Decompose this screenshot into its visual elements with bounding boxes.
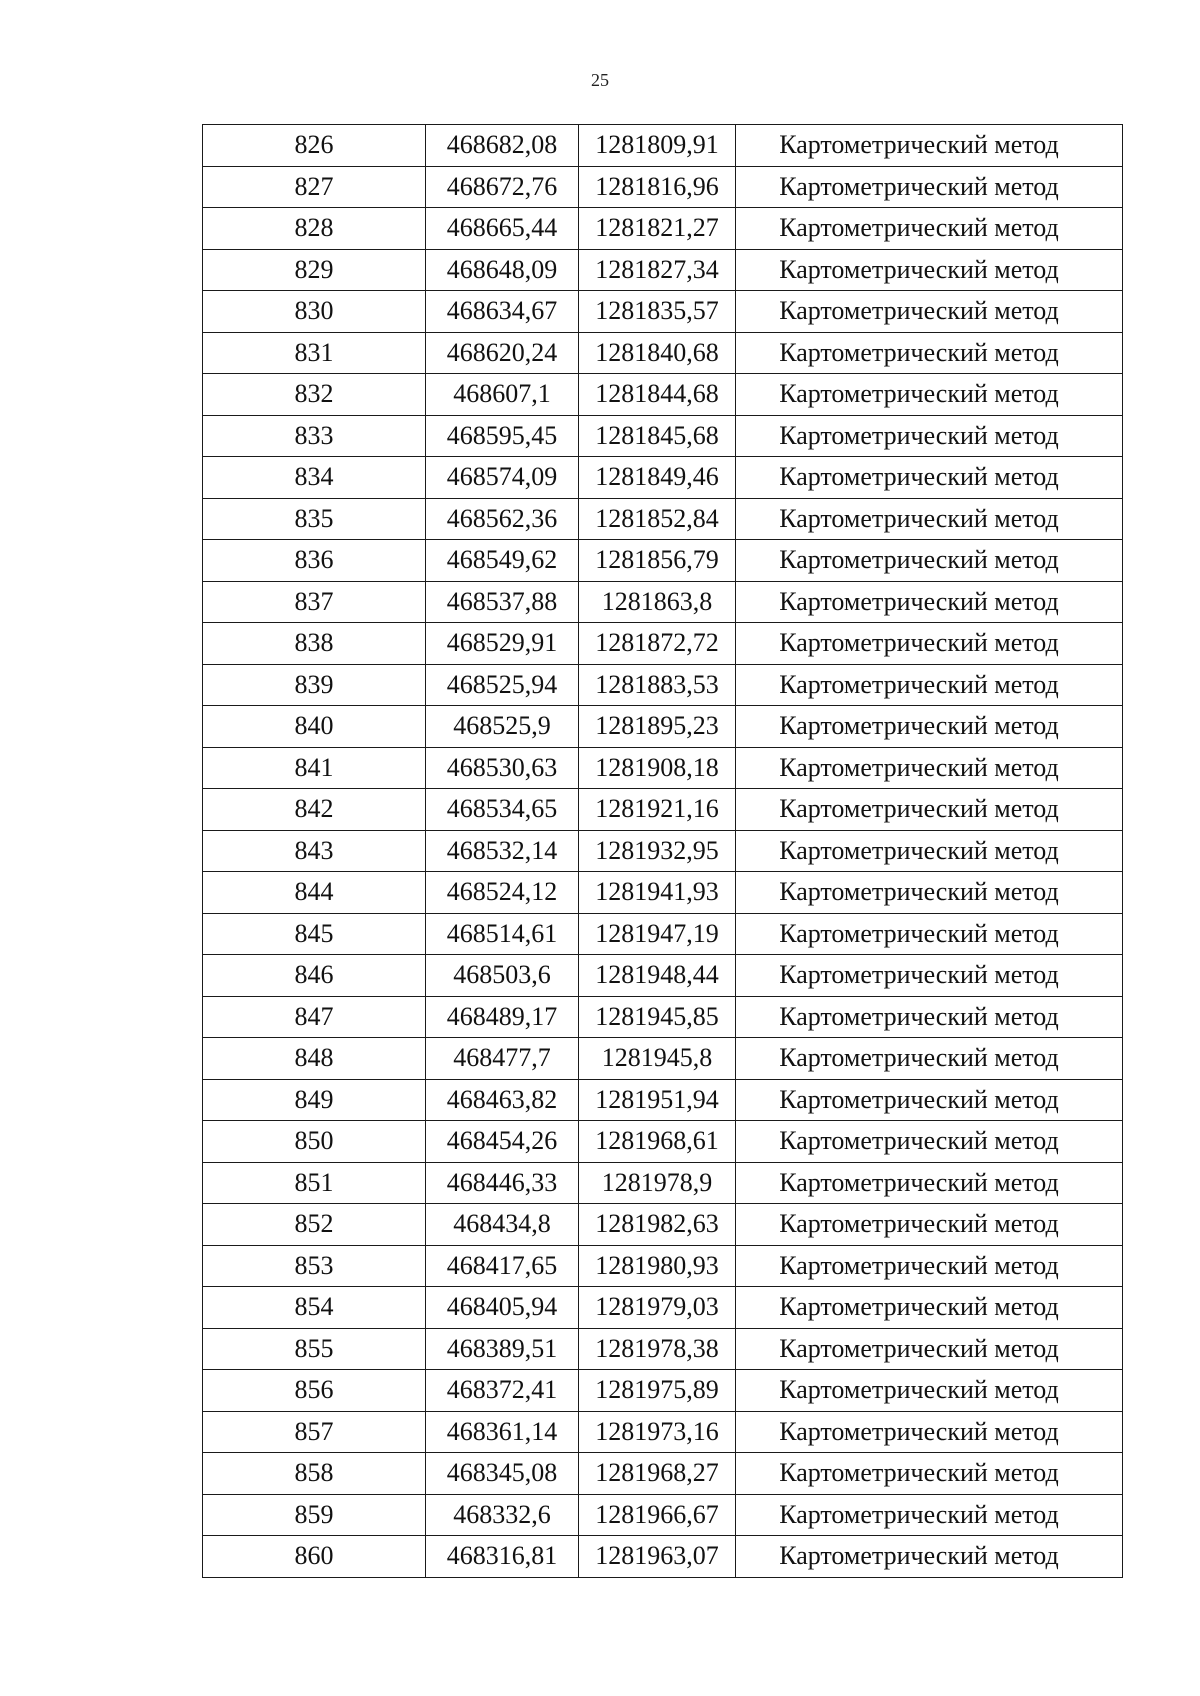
table-row <box>203 374 1123 416</box>
method-cell: Картометрический метод <box>736 955 1123 997</box>
method-cell: Картометрический метод <box>736 1287 1123 1329</box>
x-coordinate-cell: 468530,63 <box>426 747 579 789</box>
y-coordinate-cell: 1281816,96 <box>579 166 736 208</box>
table-row <box>203 1453 1123 1495</box>
x-coordinate-cell: 468434,8 <box>426 1204 579 1246</box>
method-cell: Картометрический метод <box>736 332 1123 374</box>
x-coordinate-cell: 468665,44 <box>426 208 579 250</box>
y-coordinate-cell: 1281856,79 <box>579 540 736 582</box>
x-coordinate-cell: 468361,14 <box>426 1411 579 1453</box>
x-coordinate-cell: 468389,51 <box>426 1328 579 1370</box>
point-number-cell: 858 <box>203 1453 426 1495</box>
y-coordinate-cell: 1281945,8 <box>579 1038 736 1080</box>
method-cell: Картометрический метод <box>736 457 1123 499</box>
table-row <box>203 1328 1123 1370</box>
x-coordinate-cell: 468372,41 <box>426 1370 579 1412</box>
method-cell: Картометрический метод <box>736 125 1123 167</box>
table-row <box>203 913 1123 955</box>
x-coordinate-cell: 468634,67 <box>426 291 579 333</box>
point-number-cell: 836 <box>203 540 426 582</box>
method-cell: Картометрический метод <box>736 872 1123 914</box>
point-number-cell: 841 <box>203 747 426 789</box>
x-coordinate-cell: 468562,36 <box>426 498 579 540</box>
method-cell: Картометрический метод <box>736 249 1123 291</box>
point-number-cell: 830 <box>203 291 426 333</box>
method-cell: Картометрический метод <box>736 706 1123 748</box>
x-coordinate-cell: 468514,61 <box>426 913 579 955</box>
y-coordinate-cell: 1281941,93 <box>579 872 736 914</box>
method-cell: Картометрический метод <box>736 1245 1123 1287</box>
method-cell: Картометрический метод <box>736 1162 1123 1204</box>
point-number-cell: 827 <box>203 166 426 208</box>
y-coordinate-cell: 1281973,16 <box>579 1411 736 1453</box>
x-coordinate-cell: 468332,6 <box>426 1494 579 1536</box>
method-cell: Картометрический метод <box>736 1038 1123 1080</box>
table-row <box>203 1204 1123 1246</box>
method-cell: Картометрический метод <box>736 664 1123 706</box>
table-row <box>203 1162 1123 1204</box>
coordinates-table-body <box>203 125 1123 1578</box>
point-number-cell: 839 <box>203 664 426 706</box>
y-coordinate-cell: 1281947,19 <box>579 913 736 955</box>
y-coordinate-cell: 1281978,9 <box>579 1162 736 1204</box>
point-number-cell: 849 <box>203 1079 426 1121</box>
x-coordinate-cell: 468446,33 <box>426 1162 579 1204</box>
point-number-cell: 831 <box>203 332 426 374</box>
table-row <box>203 1370 1123 1412</box>
table-row <box>203 457 1123 499</box>
y-coordinate-cell: 1281982,63 <box>579 1204 736 1246</box>
table-row <box>203 706 1123 748</box>
table-row <box>203 166 1123 208</box>
page-number: 25 <box>591 70 609 90</box>
y-coordinate-cell: 1281979,03 <box>579 1287 736 1329</box>
x-coordinate-cell: 468503,6 <box>426 955 579 997</box>
x-coordinate-cell: 468525,9 <box>426 706 579 748</box>
y-coordinate-cell: 1281921,16 <box>579 789 736 831</box>
x-coordinate-cell: 468607,1 <box>426 374 579 416</box>
point-number-cell: 857 <box>203 1411 426 1453</box>
table-row <box>203 1038 1123 1080</box>
point-number-cell: 838 <box>203 623 426 665</box>
table-row <box>203 1121 1123 1163</box>
x-coordinate-cell: 468620,24 <box>426 332 579 374</box>
point-number-cell: 843 <box>203 830 426 872</box>
y-coordinate-cell: 1281895,23 <box>579 706 736 748</box>
y-coordinate-cell: 1281852,84 <box>579 498 736 540</box>
method-cell: Картометрический метод <box>736 1494 1123 1536</box>
y-coordinate-cell: 1281966,67 <box>579 1494 736 1536</box>
point-number-cell: 840 <box>203 706 426 748</box>
table-row <box>203 830 1123 872</box>
x-coordinate-cell: 468534,65 <box>426 789 579 831</box>
point-number-cell: 848 <box>203 1038 426 1080</box>
x-coordinate-cell: 468477,7 <box>426 1038 579 1080</box>
y-coordinate-cell: 1281948,44 <box>579 955 736 997</box>
point-number-cell: 860 <box>203 1536 426 1578</box>
x-coordinate-cell: 468345,08 <box>426 1453 579 1495</box>
x-coordinate-cell: 468529,91 <box>426 623 579 665</box>
x-coordinate-cell: 468316,81 <box>426 1536 579 1578</box>
table-row <box>203 1079 1123 1121</box>
method-cell: Картометрический метод <box>736 623 1123 665</box>
y-coordinate-cell: 1281963,07 <box>579 1536 736 1578</box>
y-coordinate-cell: 1281908,18 <box>579 747 736 789</box>
x-coordinate-cell: 468489,17 <box>426 996 579 1038</box>
table-row <box>203 291 1123 333</box>
y-coordinate-cell: 1281840,68 <box>579 332 736 374</box>
y-coordinate-cell: 1281945,85 <box>579 996 736 1038</box>
method-cell: Картометрический метод <box>736 291 1123 333</box>
table-row <box>203 996 1123 1038</box>
y-coordinate-cell: 1281863,8 <box>579 581 736 623</box>
y-coordinate-cell: 1281845,68 <box>579 415 736 457</box>
x-coordinate-cell: 468549,62 <box>426 540 579 582</box>
method-cell: Картометрический метод <box>736 913 1123 955</box>
table-row <box>203 415 1123 457</box>
point-number-cell: 833 <box>203 415 426 457</box>
table-row <box>203 623 1123 665</box>
point-number-cell: 834 <box>203 457 426 499</box>
point-number-cell: 851 <box>203 1162 426 1204</box>
point-number-cell: 829 <box>203 249 426 291</box>
table-row <box>203 208 1123 250</box>
y-coordinate-cell: 1281872,72 <box>579 623 736 665</box>
point-number-cell: 847 <box>203 996 426 1038</box>
point-number-cell: 842 <box>203 789 426 831</box>
y-coordinate-cell: 1281809,91 <box>579 125 736 167</box>
method-cell: Картометрический метод <box>736 996 1123 1038</box>
point-number-cell: 844 <box>203 872 426 914</box>
method-cell: Картометрический метод <box>736 789 1123 831</box>
table-row <box>203 955 1123 997</box>
method-cell: Картометрический метод <box>736 540 1123 582</box>
table-row <box>203 872 1123 914</box>
y-coordinate-cell: 1281968,27 <box>579 1453 736 1495</box>
x-coordinate-cell: 468417,65 <box>426 1245 579 1287</box>
x-coordinate-cell: 468532,14 <box>426 830 579 872</box>
point-number-cell: 832 <box>203 374 426 416</box>
point-number-cell: 850 <box>203 1121 426 1163</box>
method-cell: Картометрический метод <box>736 581 1123 623</box>
y-coordinate-cell: 1281883,53 <box>579 664 736 706</box>
y-coordinate-cell: 1281821,27 <box>579 208 736 250</box>
method-cell: Картометрический метод <box>736 208 1123 250</box>
table-row <box>203 747 1123 789</box>
coordinates-table <box>202 124 1123 1578</box>
method-cell: Картометрический метод <box>736 1411 1123 1453</box>
y-coordinate-cell: 1281975,89 <box>579 1370 736 1412</box>
table-row <box>203 1411 1123 1453</box>
point-number-cell: 828 <box>203 208 426 250</box>
table-row <box>203 1494 1123 1536</box>
method-cell: Картометрический метод <box>736 1536 1123 1578</box>
method-cell: Картометрический метод <box>736 374 1123 416</box>
table-row <box>203 1245 1123 1287</box>
point-number-cell: 835 <box>203 498 426 540</box>
point-number-cell: 855 <box>203 1328 426 1370</box>
point-number-cell: 859 <box>203 1494 426 1536</box>
y-coordinate-cell: 1281980,93 <box>579 1245 736 1287</box>
method-cell: Картометрический метод <box>736 1121 1123 1163</box>
table-row <box>203 249 1123 291</box>
y-coordinate-cell: 1281835,57 <box>579 291 736 333</box>
x-coordinate-cell: 468537,88 <box>426 581 579 623</box>
method-cell: Картометрический метод <box>736 1204 1123 1246</box>
method-cell: Картометрический метод <box>736 830 1123 872</box>
table-row <box>203 332 1123 374</box>
x-coordinate-cell: 468672,76 <box>426 166 579 208</box>
method-cell: Картометрический метод <box>736 498 1123 540</box>
table-row <box>203 125 1123 167</box>
y-coordinate-cell: 1281978,38 <box>579 1328 736 1370</box>
table-row <box>203 581 1123 623</box>
y-coordinate-cell: 1281827,34 <box>579 249 736 291</box>
x-coordinate-cell: 468648,09 <box>426 249 579 291</box>
point-number-cell: 826 <box>203 125 426 167</box>
method-cell: Картометрический метод <box>736 166 1123 208</box>
point-number-cell: 852 <box>203 1204 426 1246</box>
method-cell: Картометрический метод <box>736 747 1123 789</box>
x-coordinate-cell: 468595,45 <box>426 415 579 457</box>
point-number-cell: 845 <box>203 913 426 955</box>
point-number-cell: 846 <box>203 955 426 997</box>
x-coordinate-cell: 468405,94 <box>426 1287 579 1329</box>
x-coordinate-cell: 468525,94 <box>426 664 579 706</box>
method-cell: Картометрический метод <box>736 1453 1123 1495</box>
method-cell: Картометрический метод <box>736 415 1123 457</box>
method-cell: Картометрический метод <box>736 1328 1123 1370</box>
table-row <box>203 1287 1123 1329</box>
y-coordinate-cell: 1281951,94 <box>579 1079 736 1121</box>
table-row <box>203 540 1123 582</box>
method-cell: Картометрический метод <box>736 1079 1123 1121</box>
table-row <box>203 664 1123 706</box>
y-coordinate-cell: 1281932,95 <box>579 830 736 872</box>
table-row <box>203 1536 1123 1578</box>
x-coordinate-cell: 468524,12 <box>426 872 579 914</box>
point-number-cell: 856 <box>203 1370 426 1412</box>
point-number-cell: 853 <box>203 1245 426 1287</box>
y-coordinate-cell: 1281849,46 <box>579 457 736 499</box>
x-coordinate-cell: 468574,09 <box>426 457 579 499</box>
point-number-cell: 837 <box>203 581 426 623</box>
point-number-cell: 854 <box>203 1287 426 1329</box>
x-coordinate-cell: 468454,26 <box>426 1121 579 1163</box>
table-row <box>203 789 1123 831</box>
x-coordinate-cell: 468682,08 <box>426 125 579 167</box>
y-coordinate-cell: 1281844,68 <box>579 374 736 416</box>
x-coordinate-cell: 468463,82 <box>426 1079 579 1121</box>
method-cell: Картометрический метод <box>736 1370 1123 1412</box>
y-coordinate-cell: 1281968,61 <box>579 1121 736 1163</box>
table-row <box>203 498 1123 540</box>
